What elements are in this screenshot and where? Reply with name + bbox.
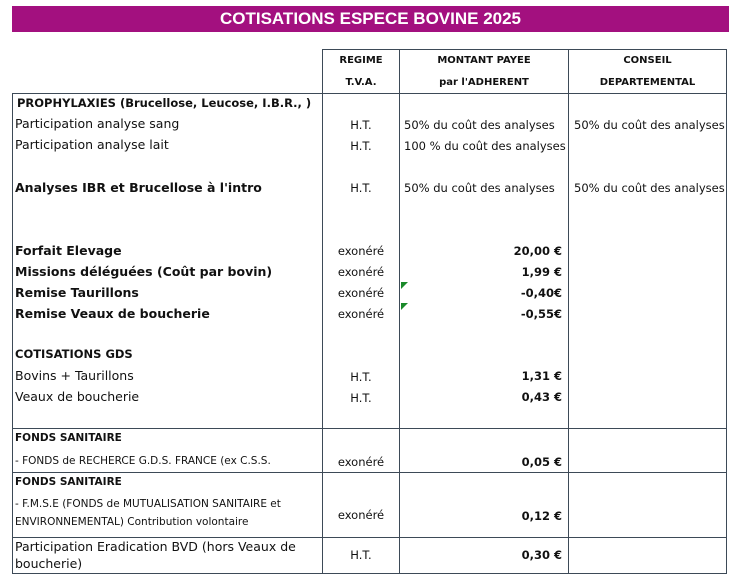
row-label-fonds-recherche: - FONDS de RECHERCE G.D.S. FRANCE (ex C.S.S. <box>15 455 271 467</box>
row-montant-analyse-sang: 50% du coût des analyses <box>404 118 555 132</box>
row-regime-remise-taurillons: exonéré <box>337 286 385 300</box>
row-montant-veaux-boucherie: 0,43 € <box>521 390 562 404</box>
grid-line-fonds1-top <box>12 428 727 429</box>
row-regime-veaux-boucherie: H.T. <box>350 391 372 405</box>
grid-line-col-conseil <box>568 49 569 574</box>
row-regime-forfait-elevage: exonéré <box>337 244 385 258</box>
grid-line-left <box>12 93 13 574</box>
row-label-bvd-line1: Participation Eradication BVD (hors Veaux de <box>15 539 296 554</box>
row-conseil-analyses-intro: 50% du coût des analyses <box>574 181 725 195</box>
row-montant-fonds-recherche: 0,05 € <box>521 455 562 469</box>
row-regime-missions-deleguees: exonéré <box>337 265 385 279</box>
header-montant-line1: MONTANT PAYEE <box>437 55 531 66</box>
row-regime-remise-veaux: exonéré <box>337 307 385 321</box>
row-montant-remise-veaux: -0,55€ <box>520 307 562 321</box>
grid-line-right <box>726 49 727 574</box>
row-regime-fonds-recherche: exonéré <box>337 455 385 469</box>
row-montant-analyse-lait: 100 % du coût des analyses <box>404 139 566 153</box>
header-conseil-line1: CONSEIL <box>623 55 672 66</box>
page-title: COTISATIONS ESPECE BOVINE 2025 <box>12 6 729 32</box>
row-label-fmse-line1: - F.M.S.E (FONDS de MUTUALISATION SANITAIRE et <box>15 498 281 510</box>
header-regime-line2: T.V.A. <box>345 77 377 88</box>
row-label-analyses-intro: Analyses IBR et Brucellose à l'intro <box>15 180 262 195</box>
row-label-analyse-lait: Participation analyse lait <box>15 137 169 152</box>
row-label-bvd-line2: boucherie) <box>15 556 83 571</box>
row-conseil-analyse-sang: 50% du coût des analyses <box>574 118 725 132</box>
row-label-analyse-sang: Participation analyse sang <box>15 116 180 131</box>
section-heading-gds: COTISATIONS GDS <box>15 347 133 361</box>
row-regime-bovins-taurillons: H.T. <box>350 370 372 384</box>
row-regime-analyse-sang: H.T. <box>350 118 372 132</box>
header-regime-line1: REGIME <box>339 55 383 66</box>
header-montant <box>400 50 568 94</box>
header-montant-line2: par l'ADHERENT <box>439 77 529 88</box>
row-regime-analyse-lait: H.T. <box>350 139 372 153</box>
section-heading-fonds-sanitaire: FONDS SANITAIRE <box>15 432 122 444</box>
section-heading-prophylaxies: PROPHYLAXIES (Brucellose, Leucose, I.B.R., ) <box>17 96 312 110</box>
row-label-veaux-boucherie: Veaux de boucherie <box>15 389 140 404</box>
row-label-remise-taurillons: Remise Taurillons <box>15 285 139 300</box>
row-regime-fmse: exonéré <box>337 508 385 522</box>
row-label-remise-veaux: Remise Veaux de boucherie <box>15 306 210 321</box>
row-label-missions-deleguees: Missions déléguées (Coût par bovin) <box>15 264 273 279</box>
row-label-fmse-line2: ENVIRONNEMENTAL) Contribution volontaire <box>15 516 249 528</box>
section-heading-fonds-sanitaire: FONDS SANITAIRE <box>15 476 122 488</box>
row-montant-forfait-elevage: 20,00 € <box>513 244 562 258</box>
grid-line-fonds2-top <box>12 472 727 473</box>
header-regime <box>323 50 399 94</box>
row-regime-bvd: H.T. <box>350 548 372 562</box>
header-conseil-line2: DEPARTEMENTAL <box>599 77 696 88</box>
row-montant-fmse: 0,12 € <box>521 509 562 523</box>
grid-line-bvd-top <box>12 537 727 538</box>
row-montant-bvd: 0,30 € <box>521 548 562 562</box>
row-montant-analyses-intro: 50% du coût des analyses <box>404 181 555 195</box>
row-regime-analyses-intro: H.T. <box>350 181 372 195</box>
header-conseil <box>569 50 726 94</box>
row-label-bovins-taurillons: Bovins + Taurillons <box>15 368 134 383</box>
row-montant-bovins-taurillons: 1,31 € <box>521 369 562 383</box>
row-label-forfait-elevage: Forfait Elevage <box>15 243 122 258</box>
grid-line-table-bottom <box>12 573 727 574</box>
row-montant-missions-deleguees: 1,99 € <box>521 265 562 279</box>
row-montant-remise-taurillons: -0,40€ <box>520 286 562 300</box>
